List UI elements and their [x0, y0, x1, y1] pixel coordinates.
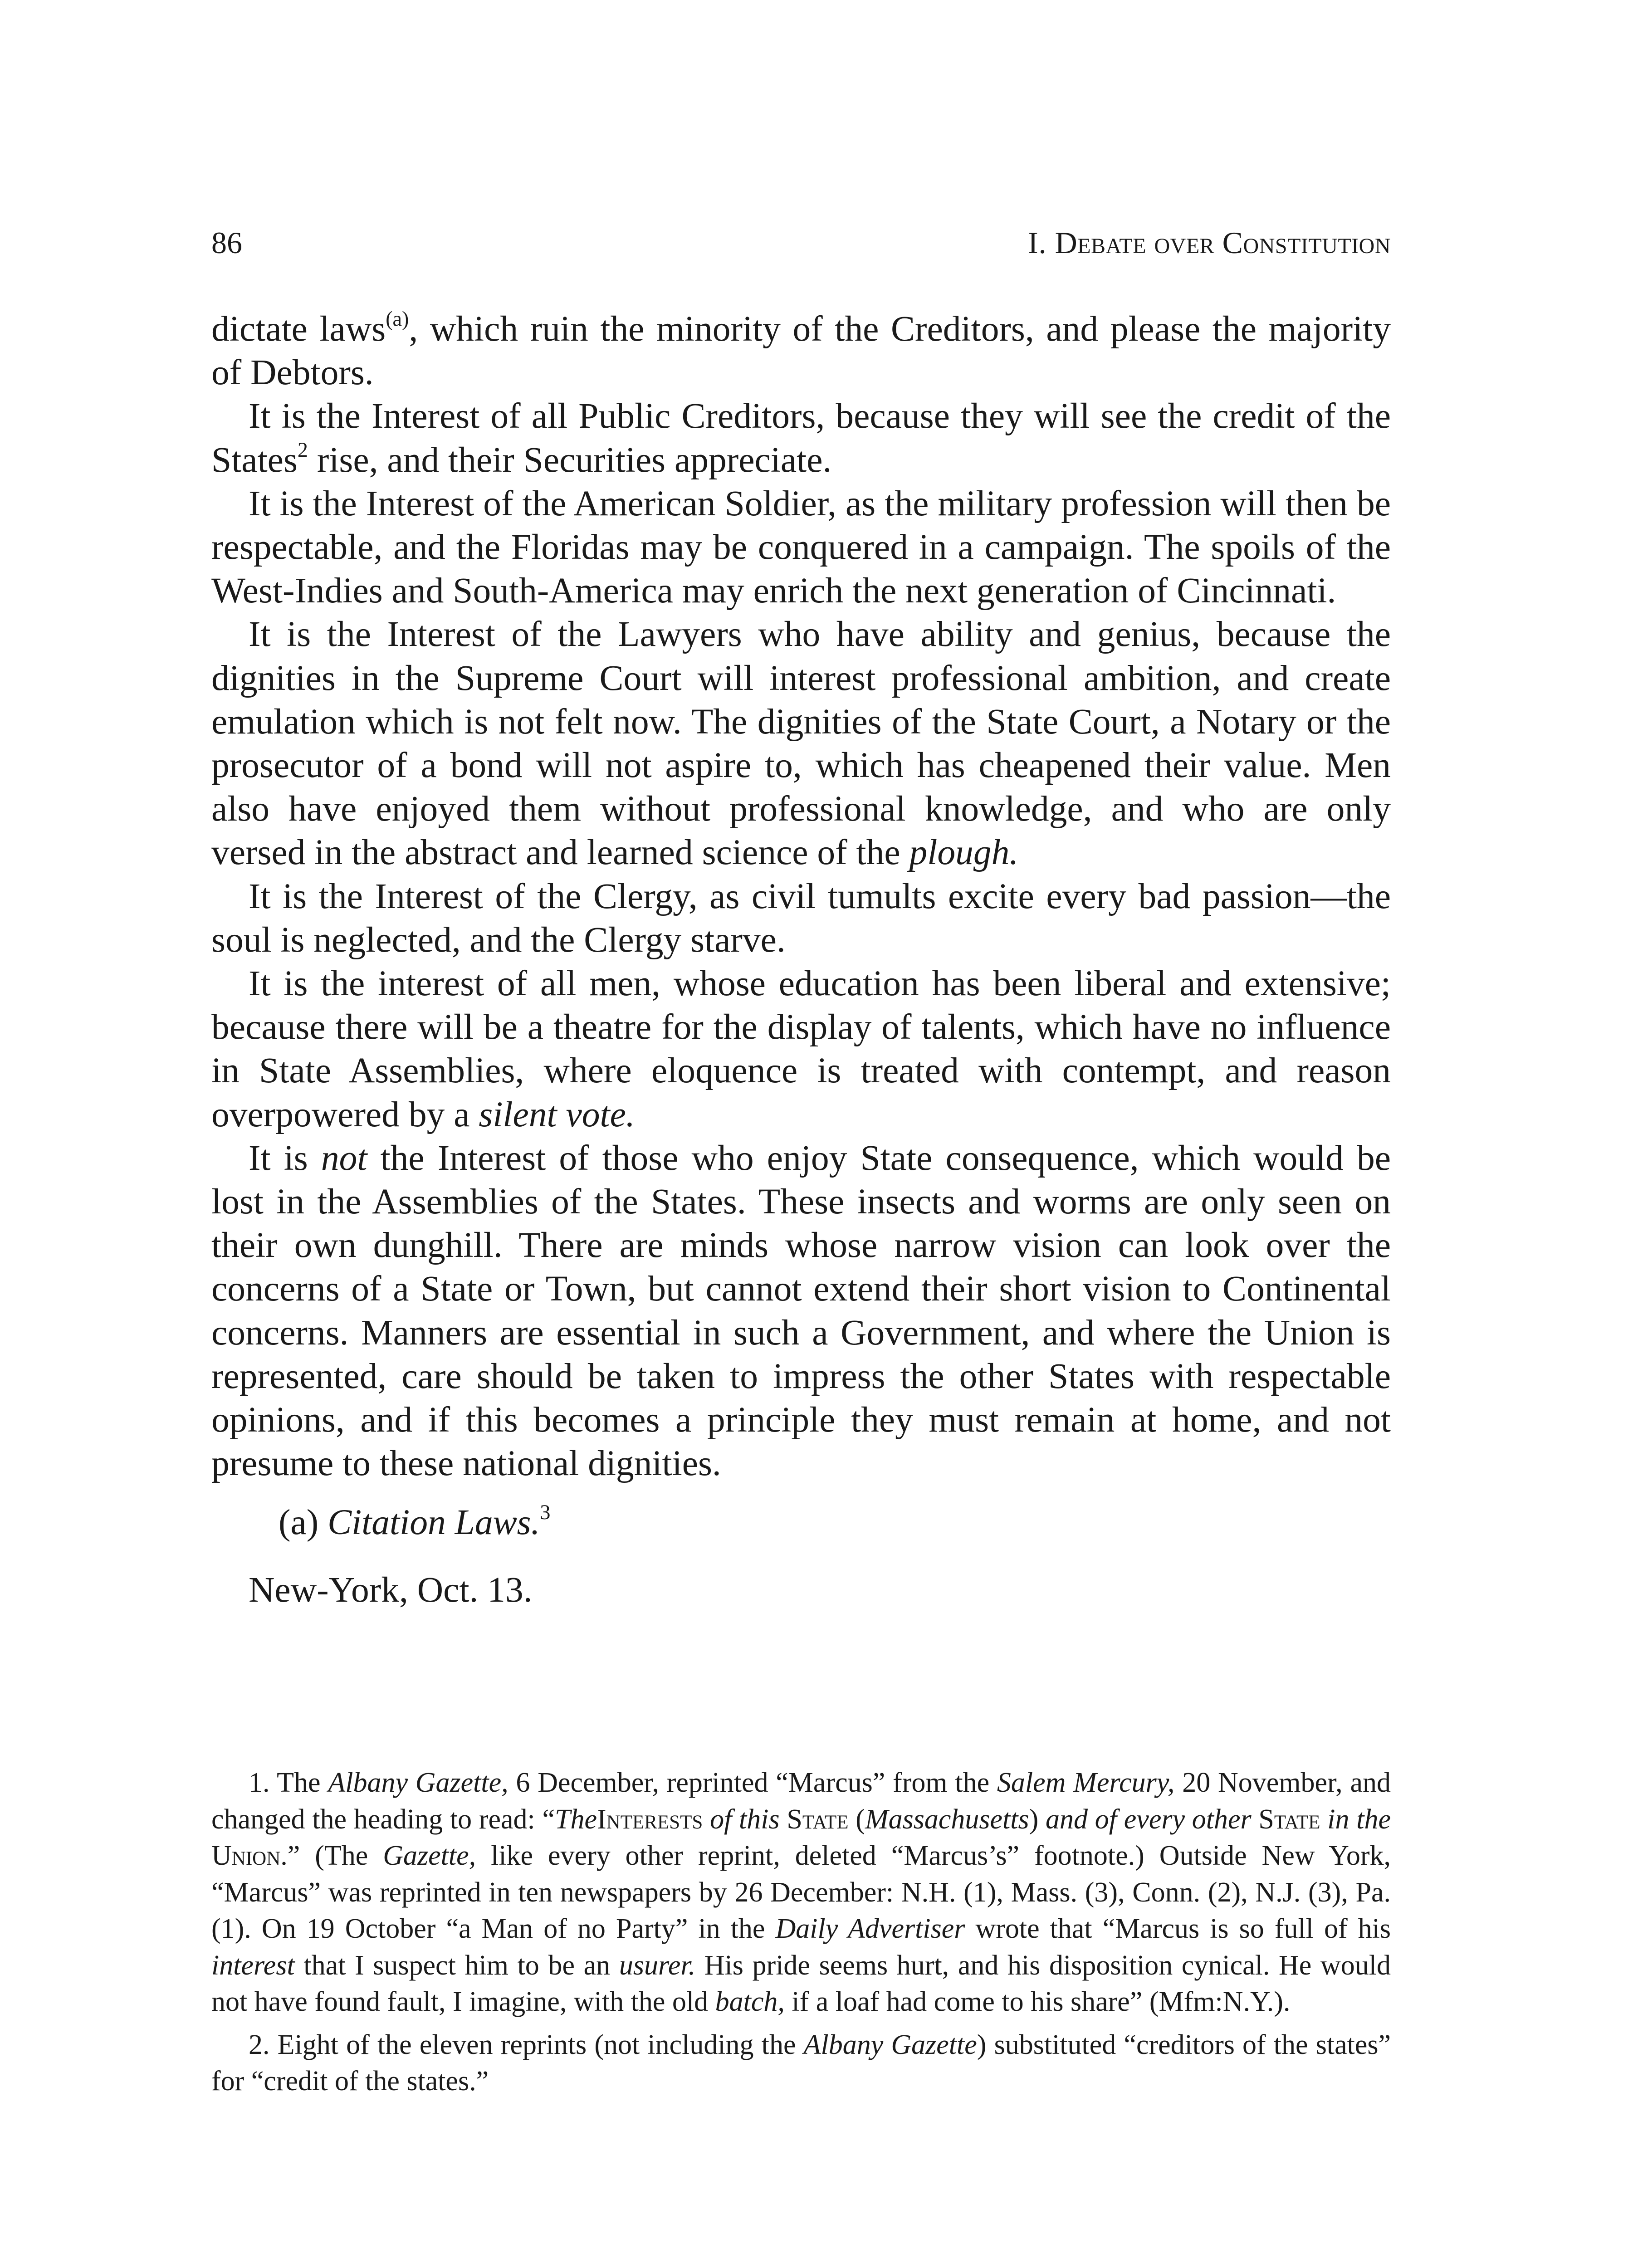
- paragraph-4-emphasis: plough.: [909, 832, 1019, 873]
- page-number: 86: [211, 225, 242, 260]
- fn1-t9: that I suspect him to be an: [294, 1950, 619, 1981]
- paragraph-3: It is the Interest of the American Soldier, as the military profession will then be respectable, and the Floridas may be conquered in a campaign. The spoils of the West-Indies and South-America may enrich the next generation of Cincinnati.: [211, 483, 1391, 611]
- dateline: New-York, Oct. 13.: [249, 1569, 533, 1610]
- fn1-t3: 20 November, and changed the heading to read: “: [211, 1767, 1391, 1835]
- paragraph-1-text-a: dictate laws: [211, 309, 386, 349]
- body-text: [211, 307, 1391, 1612]
- fn1-t2: 6 December, reprinted “Marcus” from the: [508, 1767, 997, 1798]
- paragraph-4: [211, 612, 1391, 874]
- fn1-t8: wrote that “Marcus is so full of his: [965, 1913, 1391, 1944]
- footnote-2: [211, 2027, 1391, 2100]
- author-note-a: [211, 1501, 1391, 1544]
- paragraph-7-emphasis: not: [321, 1138, 367, 1178]
- fn1-t6: .” (The: [280, 1840, 383, 1871]
- footnotes: [211, 1765, 1391, 2100]
- fn1-sc2: State: [787, 1804, 849, 1835]
- fn1-t4: (: [848, 1804, 865, 1835]
- author-note-label: (a): [279, 1502, 328, 1543]
- running-head: [1028, 222, 1391, 263]
- paragraph-7: [211, 1136, 1391, 1486]
- footnote-marker-3: 3: [540, 1501, 551, 1524]
- paragraph-1: [211, 307, 1391, 394]
- paragraph-6-text-a: It is the interest of all men, whose education has been liberal and extensive; because there will be a theatre for the display of talents, which have no influence in State Assemblies, where eloquence is treated with contempt, and reason overpowered by a: [211, 963, 1391, 1134]
- paragraph-6-emphasis: silent vote.: [479, 1094, 635, 1134]
- fn1-i2: Salem Mercury,: [997, 1767, 1175, 1798]
- fn1-sc3: State: [1258, 1804, 1320, 1835]
- fn1-i7: in the: [1320, 1804, 1391, 1835]
- fn1-i6: and of every other: [1046, 1804, 1259, 1835]
- footnote-marker-a: (a): [386, 307, 409, 330]
- page-header: [211, 222, 1391, 263]
- fn1-sc4: Union: [211, 1840, 281, 1871]
- paragraph-2-text-a: It is the Interest of all Public Creditors, because they will see the credit of the States: [211, 396, 1391, 480]
- fn1-t10: His pride seems hurt, and his disposition cynical. He would not have found fault, I imagine, with the old: [211, 1950, 1391, 2017]
- fn2-i1: Albany Gazette: [803, 2029, 977, 2060]
- fn1-i12: batch,: [715, 1986, 785, 2017]
- fn1-i9: Daily Advertiser: [775, 1913, 965, 1944]
- fn1-i1: Albany Gazette,: [328, 1767, 508, 1798]
- fn2-t2: ) substituted “creditors of the states” for “credit of the states.”: [211, 2029, 1391, 2097]
- fn1-i3: The: [555, 1804, 597, 1835]
- fn1-i8: Gazette,: [383, 1840, 476, 1871]
- paragraph-6: [211, 962, 1391, 1136]
- paragraph-7-text-b: the Interest of those who enjoy State consequence, which would be lost in the Assemblies of the States. These insects and worms are only seen on their own dunghill. There are minds whose narrow vision can look over the concerns of a State or Town, but cannot extend their short vision to Continental concerns. Manners are essential in such a Government, and where the Union is represented, care should be taken to impress the other States with respectable opinions, and if this becomes a principle they must remain at home, and not presume to these national dignities.: [211, 1138, 1391, 1484]
- paragraph-1-text-b: , which ruin the minority of the Creditors, and please the majority of Debtors.: [211, 309, 1391, 393]
- paragraph-2-text-b: rise, and their Securities appreciate.: [308, 440, 832, 480]
- fn1-t5: ): [1029, 1804, 1046, 1835]
- paragraph-2: [211, 394, 1391, 481]
- paragraph-7-text-a: It is: [249, 1138, 321, 1178]
- footnote-marker-2: 2: [297, 438, 308, 461]
- fn2-t1: 2. Eight of the eleven reprints (not including the: [249, 2029, 804, 2060]
- running-head-title: Debate over Constitution: [1055, 225, 1391, 260]
- fn1-t11: if a loaf had come to his share” (Mfm:N.Y.).: [784, 1986, 1291, 2017]
- running-head-prefix: I.: [1027, 225, 1055, 260]
- author-note-text: Citation Laws.: [328, 1502, 540, 1543]
- footnote-1: [211, 1765, 1391, 2020]
- fn1-i10: interest: [211, 1950, 295, 1981]
- fn1-sc1: Interests: [597, 1804, 703, 1835]
- paragraph-4-text-a: It is the Interest of the Lawyers who have ability and genius, because the dignities in the Supreme Court will interest professional ambition, and create emulation which is not felt now. The dignities of the State Court, a Notary or the prosecutor of a bond will not aspire to, which has cheapened their value. Men also have enjoyed them without professional knowledge, and who are only versed in the abstract and learned science of the: [211, 614, 1391, 873]
- fn1-i5: Massachusetts: [865, 1804, 1029, 1835]
- fn1-t7: like every other reprint, deleted “Marcus’s” footnote.) Outside New York, “Marcus” was reprinted in ten newspapers by 26 December: N.H. (1), Mass. (3), Conn. (2), N.J. (3), Pa. (1). On 19 October “a Man of no Party” in the: [211, 1840, 1391, 1944]
- fn1-t1: 1. The: [249, 1767, 328, 1798]
- paragraph-5: It is the Interest of the Clergy, as civil tumults excite every bad passion—the soul is neglected, and the Clergy starve.: [211, 876, 1391, 960]
- fn1-i11: usurer.: [619, 1950, 696, 1981]
- fn1-i4: of this: [703, 1804, 787, 1835]
